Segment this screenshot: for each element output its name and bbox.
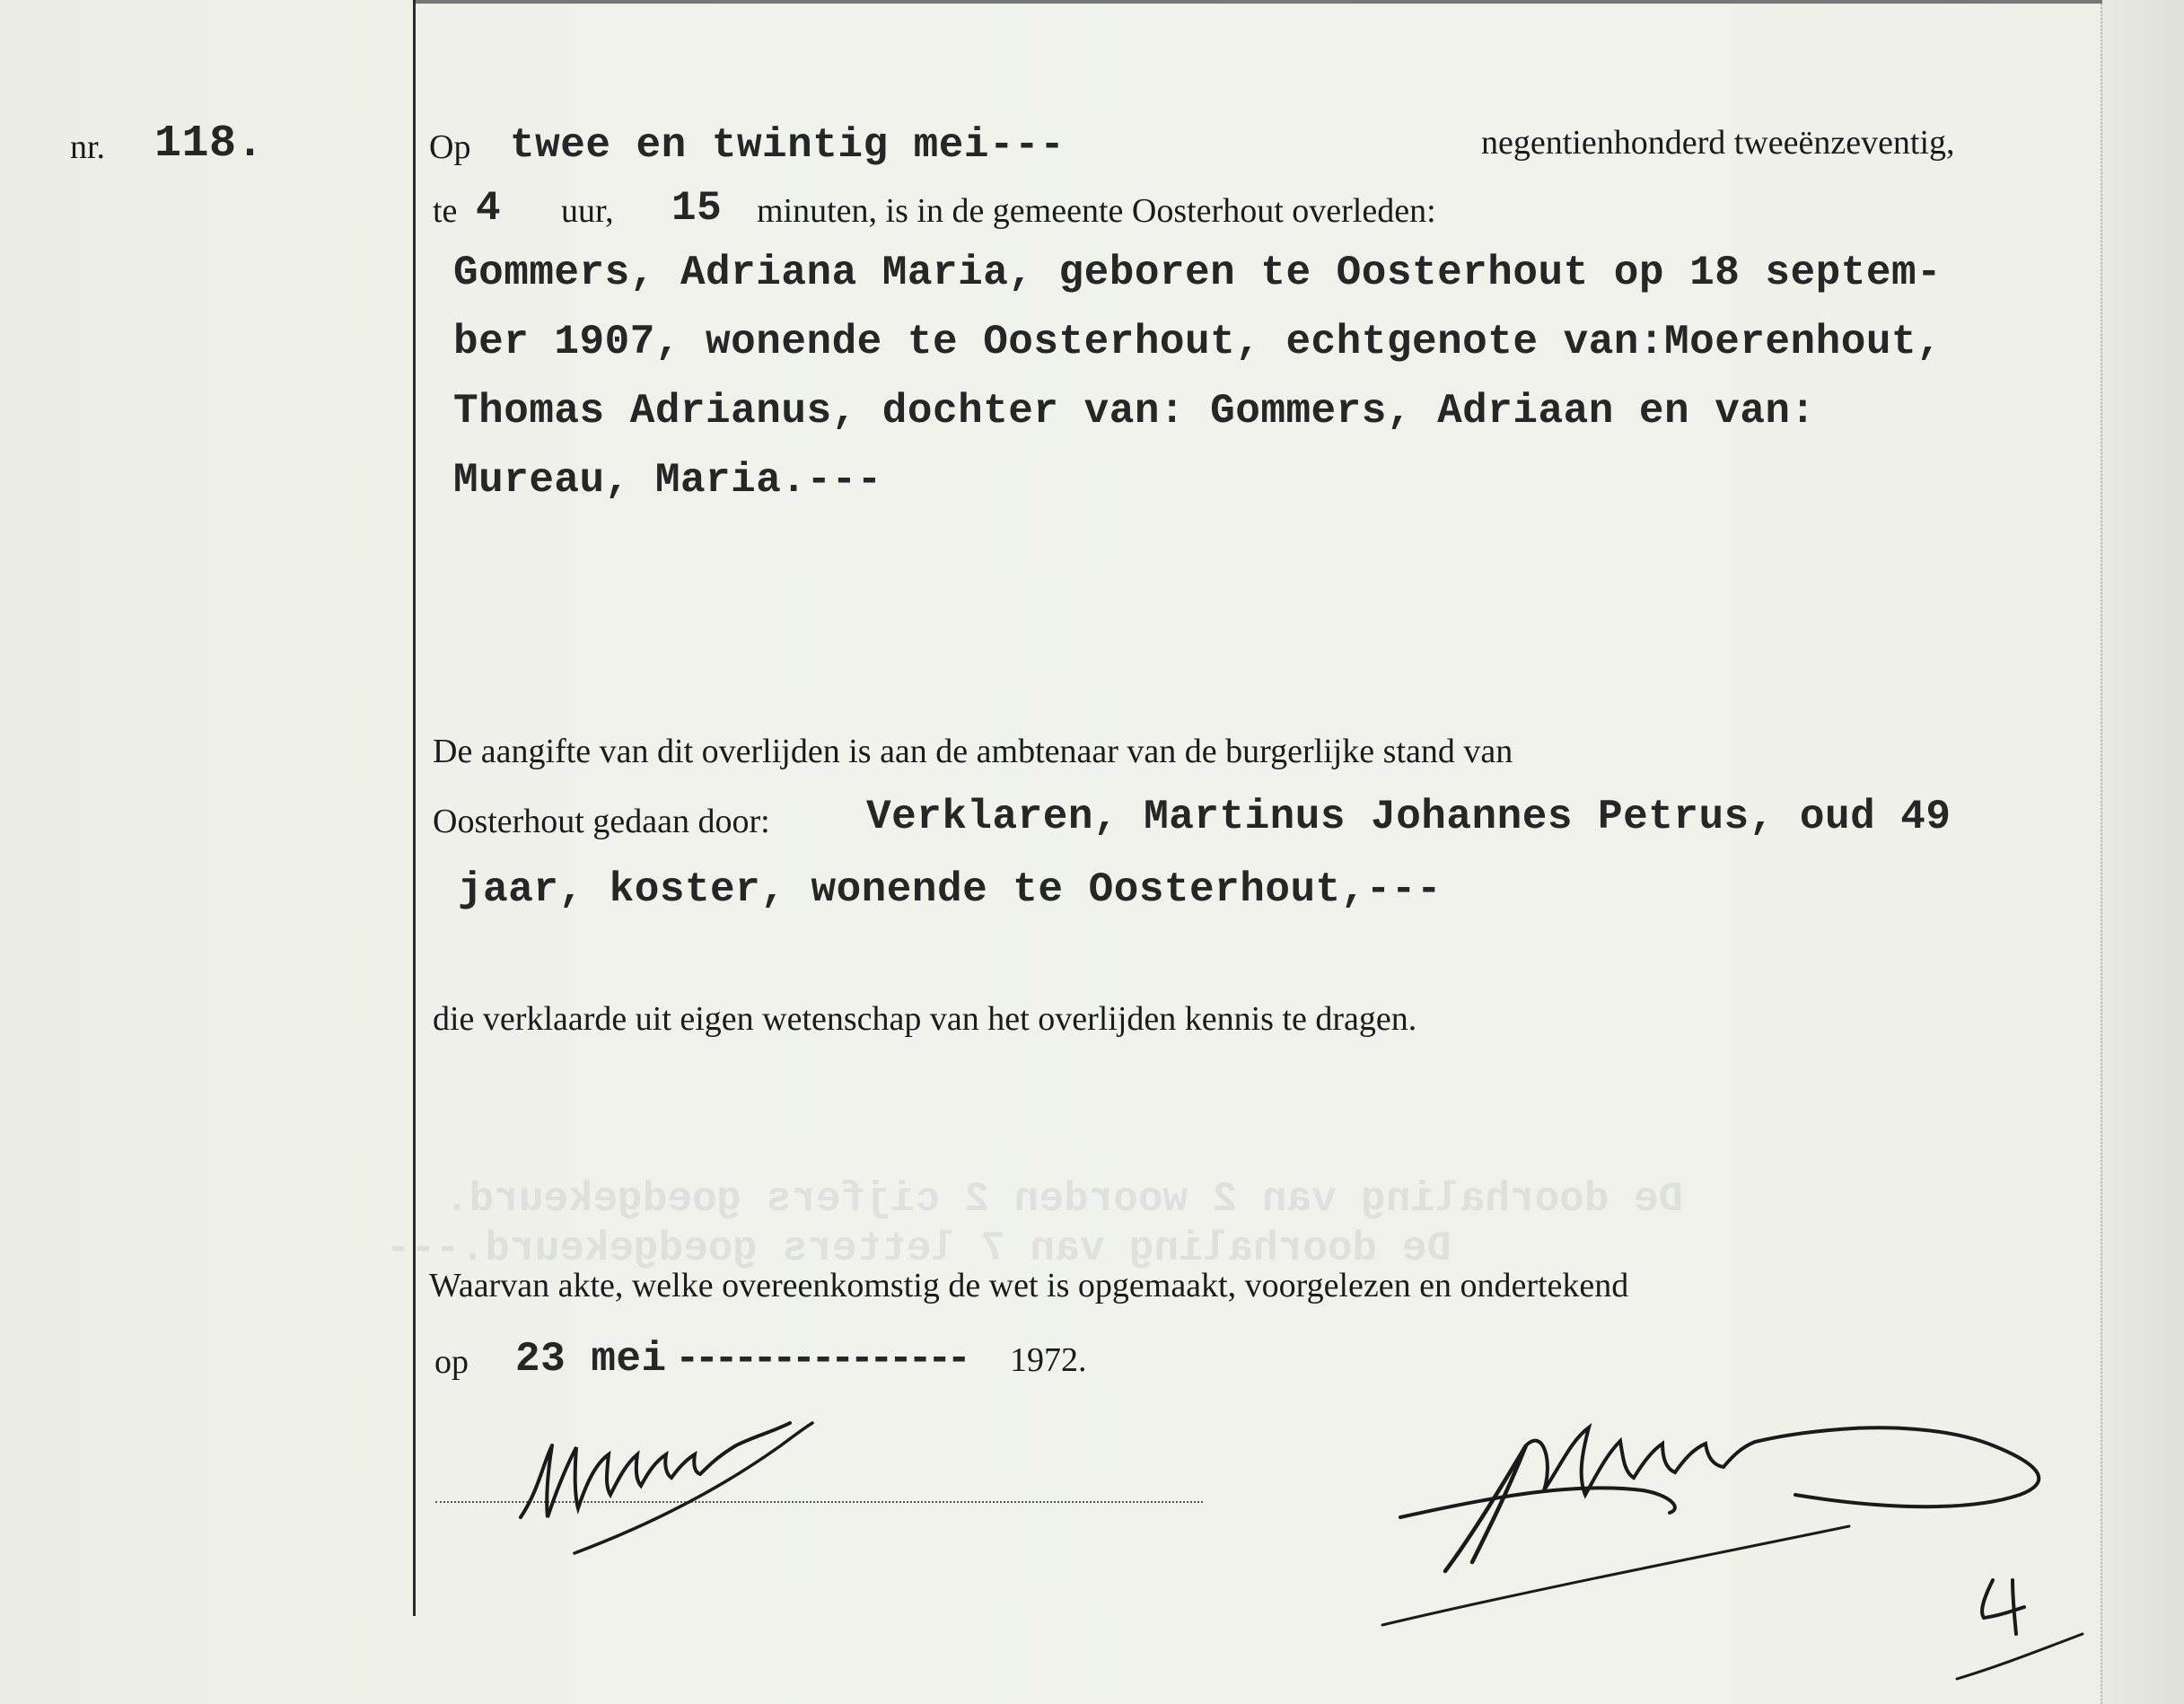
death-hour: 4 xyxy=(476,185,502,232)
declarant-line: Verklaren, Martinus Johannes Petrus, oud 49 xyxy=(866,794,1952,840)
margin-rule xyxy=(413,0,416,1616)
show-through-text: De doorhaling van 2 woorden 2 cijfers goedgekeurd. xyxy=(444,1176,1684,1223)
time-intro: te xyxy=(433,192,458,230)
record-number: 118. xyxy=(154,119,265,170)
death-minutes: 15 xyxy=(671,185,723,232)
declarant-intro: Oosterhout gedaan door: xyxy=(433,803,770,840)
deceased-line: Mureau, Maria.--- xyxy=(453,457,882,504)
date-intro: Op xyxy=(429,128,471,166)
death-date-typed: twee en twintig mei--- xyxy=(510,122,1066,169)
show-through-text: De doorhaling van 7 letters goedgekeurd.--- xyxy=(386,1225,1452,1272)
record-number-label: nr. xyxy=(70,128,106,166)
knowledge-statement: die verklaarde uit eigen wetenschap van het overlijden kennis te dragen. xyxy=(433,1000,1417,1038)
act-date-dashes: --------------- xyxy=(675,1336,967,1383)
declaration-intro: De aangifte van dit overlijden is aan de ambtenaar van de burgerlijke stand van xyxy=(433,733,1513,770)
death-year: negentienhonderd tweeënzeventig, xyxy=(1481,124,1955,162)
top-rule xyxy=(415,0,2102,4)
page-edge-margin xyxy=(2101,0,2184,1704)
closing-statement: Waarvan akte, welke overeenkomstig de wet is opgemaakt, voorgelezen en ondertekend xyxy=(429,1267,1629,1304)
page-mark xyxy=(1957,1562,2101,1688)
declarant-line: jaar, koster, wonende te Oosterhout,--- xyxy=(458,866,1443,913)
municipality-statement: minuten, is in de gemeente Oosterhout overleden: xyxy=(757,192,1436,230)
act-date-typed: 23 mei xyxy=(515,1336,667,1383)
closing-op: op xyxy=(434,1343,469,1381)
deceased-line: ber 1907, wonende te Oosterhout, echtgenote van:Moerenhout, xyxy=(453,319,1943,365)
deceased-line: Gommers, Adriana Maria, geboren te Oosterhout op 18 septem- xyxy=(453,250,1943,296)
declarant-signature xyxy=(503,1383,880,1562)
act-year: 1972. xyxy=(1010,1341,1087,1379)
hour-label: uur, xyxy=(561,192,614,230)
deceased-line: Thomas Adrianus, dochter van: Gommers, Adriaan en van: xyxy=(453,388,1816,435)
